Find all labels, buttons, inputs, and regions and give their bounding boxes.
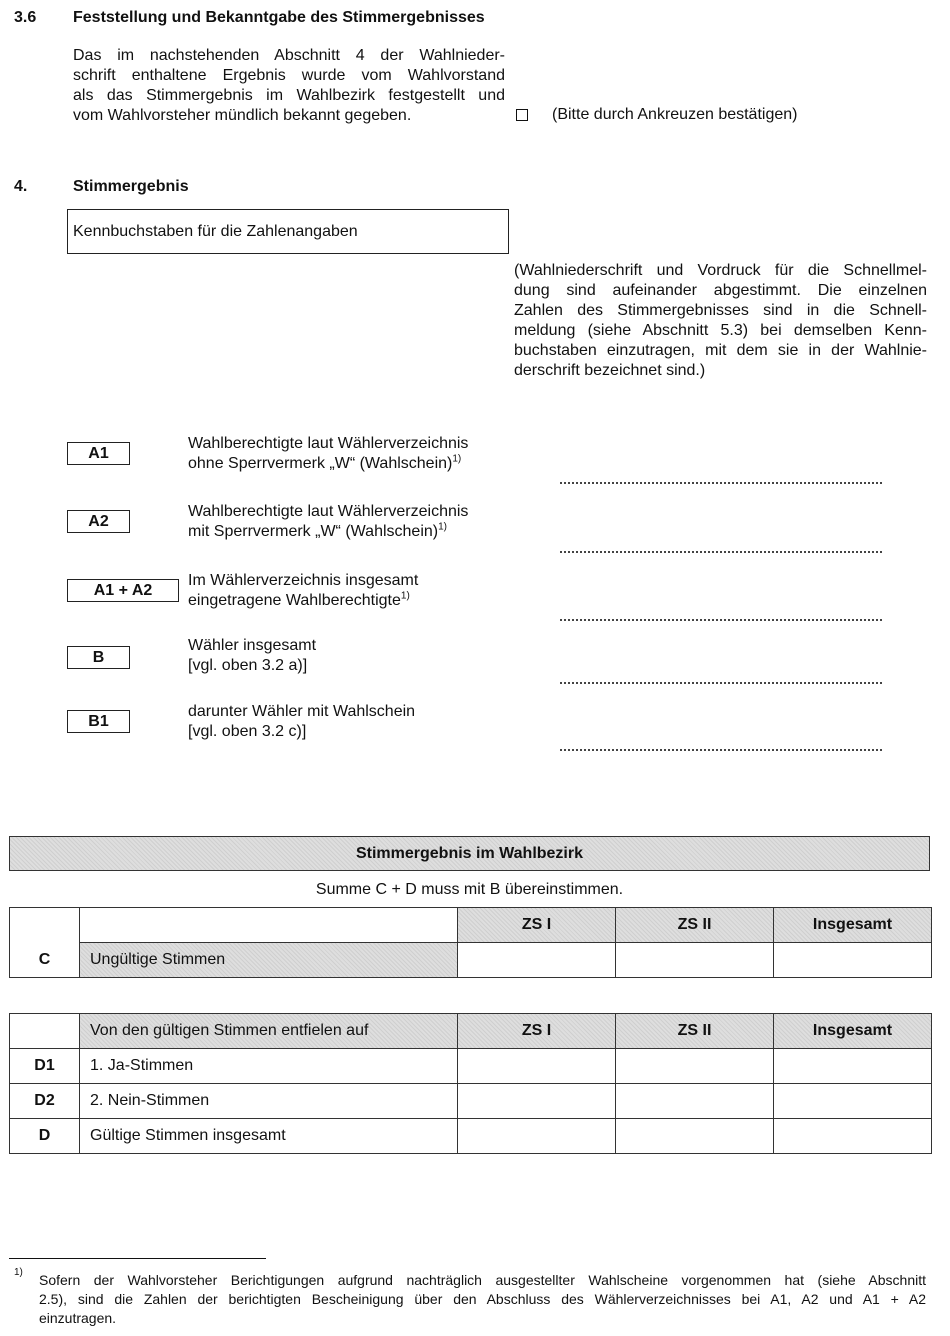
text-line: als das Stimmergebnis im Wahlbezirk festgestellt und xyxy=(73,87,505,104)
note-line: dung sind aufeinander abgestimmt. Die einzelnen xyxy=(514,282,927,299)
item-a2-label xyxy=(188,502,468,542)
row-label: 2. Nein-Stimmen xyxy=(80,1084,458,1119)
input-cell-total[interactable] xyxy=(774,1119,932,1154)
row-label: Ungültige Stimmen xyxy=(80,943,458,978)
entry-line-b[interactable] xyxy=(560,680,882,684)
input-cell-zs1[interactable] xyxy=(458,1049,616,1084)
code-box-b: B xyxy=(67,646,130,669)
table-row xyxy=(10,1049,932,1084)
section-3-6-text xyxy=(73,46,505,126)
result-banner: Stimmergebnis im Wahlbezirk xyxy=(9,836,930,871)
header-empty-cell xyxy=(80,908,458,943)
table-row xyxy=(10,1119,932,1154)
item-line: Wahlberechtigte laut Wählerverzeichnis xyxy=(188,503,469,520)
col-header-zs2: ZS II xyxy=(616,908,774,943)
confirm-checkbox[interactable] xyxy=(516,109,528,121)
item-line: [vgl. oben 3.2 c)] xyxy=(188,723,307,740)
header-empty-cell xyxy=(10,1014,80,1049)
code-box-b1: B1 xyxy=(67,710,130,733)
item-b-label xyxy=(188,636,316,676)
item-line: ohne Sperrvermerk „W“ (Wahlschein)$^{1)}$ xyxy=(188,453,462,472)
row-code: D2 xyxy=(10,1084,80,1119)
code-box-a1-a2: A1 + A2 xyxy=(67,579,179,602)
item-line: Wahlberechtigte laut Wählerverzeichnis xyxy=(188,435,469,452)
code-box-a2: A2 xyxy=(67,510,130,533)
row-label: 1. Ja-Stimmen xyxy=(80,1049,458,1084)
item-line: [vgl. oben 3.2 a)] xyxy=(188,657,308,674)
footnote-separator xyxy=(9,1258,266,1259)
row-code: D xyxy=(10,1119,80,1154)
col-header-zs1: ZS I xyxy=(458,1014,616,1049)
entry-line-b1[interactable] xyxy=(560,747,882,751)
input-cell-zs2[interactable] xyxy=(616,1084,774,1119)
text-line: Das im nachstehenden Abschnitt 4 der Wahlnieder- xyxy=(73,47,505,64)
section-title-4: Stimmergebnis xyxy=(73,178,189,195)
item-a1-label xyxy=(188,434,468,474)
d-header-label: Von den gültigen Stimmen entfielen auf xyxy=(80,1014,458,1049)
input-cell-zs2[interactable] xyxy=(616,1119,774,1154)
entry-line-a1-a2[interactable] xyxy=(560,617,882,621)
table-row xyxy=(10,943,932,978)
note-line: Zahlen des Stimmergebnisses sind in die Schnell- xyxy=(514,302,927,319)
note-line: (Wahlniederschrift und Vordruck für die Schnellmel- xyxy=(514,262,927,279)
entry-line-a2[interactable] xyxy=(560,549,882,553)
row-code: D1 xyxy=(10,1049,80,1084)
code-box-a1: A1 xyxy=(67,442,130,465)
kennbuchstaben-box: Kennbuchstaben für die Zahlenangaben xyxy=(67,209,509,254)
col-header-zs2: ZS II xyxy=(616,1014,774,1049)
checkbox-label: (Bitte durch Ankreuzen bestätigen) xyxy=(552,106,798,123)
sum-note: Summe C + D muss mit B übereinstimmen. xyxy=(315,881,624,898)
text-line: vom Wahlvorsteher mündlich bekannt gegeben. xyxy=(73,107,412,124)
item-b1-label xyxy=(188,702,415,742)
input-cell-zs1[interactable] xyxy=(458,1119,616,1154)
item-line: Im Wählerverzeichnis insgesamt xyxy=(188,572,419,589)
footnote-line: einzutragen. xyxy=(39,1310,117,1326)
item-line: mit Sperrvermerk „W“ (Wahlschein)$^{1)}$ xyxy=(188,521,447,540)
entry-line-a1[interactable] xyxy=(560,480,882,484)
input-cell-total[interactable] xyxy=(774,1084,932,1119)
row-code: C xyxy=(10,908,80,978)
text-line: schrift enthaltene Ergebnis wurde vom Wahlvorstand xyxy=(73,67,505,84)
item-a1-a2-label xyxy=(188,571,418,611)
item-line: eingetragene Wahlberechtigte$^{1)}$ xyxy=(188,590,410,609)
row-label: Gültige Stimmen insgesamt xyxy=(80,1119,458,1154)
item-line: darunter Wähler mit Wahlschein xyxy=(188,703,416,720)
table-header-row xyxy=(10,1014,932,1049)
input-cell-zs1[interactable] xyxy=(458,943,616,978)
section-4-note xyxy=(514,261,927,381)
item-line: Wähler insgesamt xyxy=(188,637,317,654)
note-line: buchstaben einzutragen, mit dem sie in der Wahlnie- xyxy=(514,342,927,359)
note-line: meldung (siehe Abschnitt 5.3) bei demselben Kenn- xyxy=(514,322,927,339)
section-title-3-6: Feststellung und Bekanntgabe des Stimmergebnisses xyxy=(73,9,485,26)
table-header-row xyxy=(10,908,932,943)
section-number-3-6: 3.6 xyxy=(14,9,37,26)
footnote-text xyxy=(39,1271,926,1328)
col-header-zs1: ZS I xyxy=(458,908,616,943)
col-header-total: Insgesamt xyxy=(774,1014,932,1049)
input-cell-total[interactable] xyxy=(774,943,932,978)
table-invalid-votes xyxy=(9,907,932,978)
table-valid-votes xyxy=(9,1013,932,1154)
input-cell-zs2[interactable] xyxy=(616,943,774,978)
section-number-4: 4. xyxy=(14,178,28,195)
note-line: derschrift bezeichnet sind.) xyxy=(514,362,706,379)
input-cell-zs2[interactable] xyxy=(616,1049,774,1084)
input-cell-total[interactable] xyxy=(774,1049,932,1084)
table-row xyxy=(10,1084,932,1119)
input-cell-zs1[interactable] xyxy=(458,1084,616,1119)
footnote-marker: 1) xyxy=(14,1267,23,1278)
col-header-total: Insgesamt xyxy=(774,908,932,943)
footnote-line: Sofern der Wahlvorsteher Berichtigungen aufgrund nachträglich ausgestellter Wahlscheine vorgenommen hat (siehe Abschnitt xyxy=(39,1272,926,1288)
footnote-line: 2.5), sind die Zahlen der berichtigten Bescheinigung über den Abschluss des Wählerverzeichnisses bei A1, A2 und A1 + A2 xyxy=(39,1291,926,1307)
